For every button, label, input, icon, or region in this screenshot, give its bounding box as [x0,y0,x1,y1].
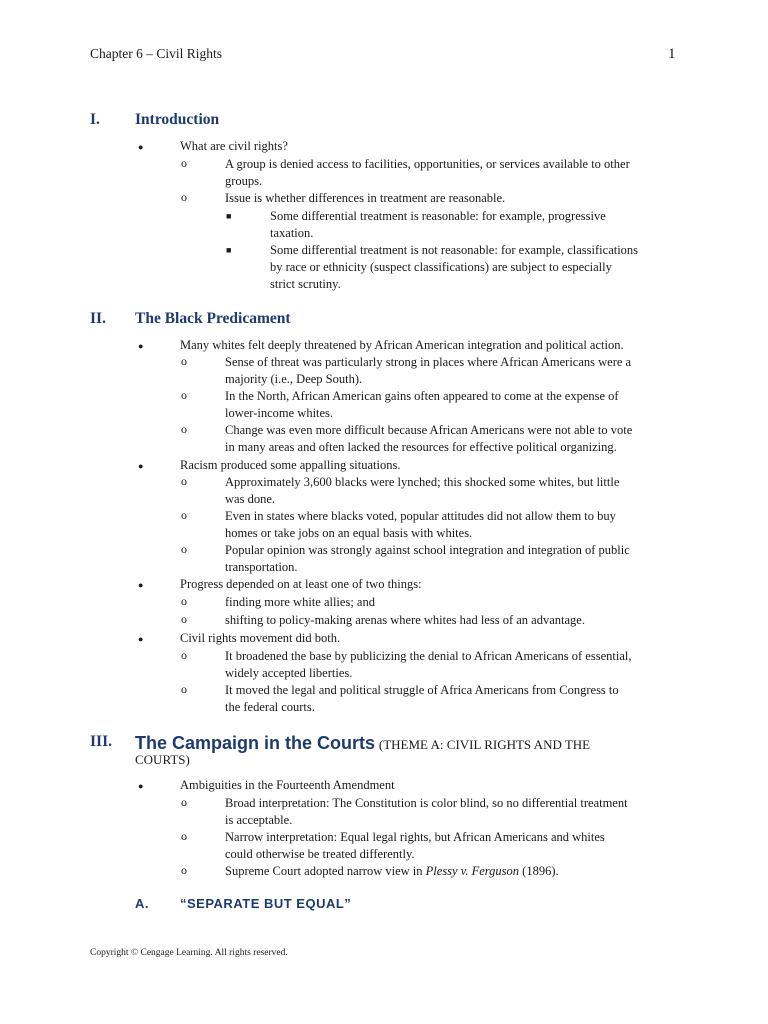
list-item: Some differential treatment is not reasonable: for example, classifications [270,243,639,257]
case-prefix: Supreme Court adopted narrow view in [225,864,426,878]
page-number: 1 [668,46,676,62]
circle-bullet-icon: o [181,422,187,436]
theme-note: (THEME A: CIVIL RIGHTS AND THE [378,737,591,752]
list-item: Sense of threat was particularly strong in places where African Americans were a [225,355,632,369]
section-number: III. [90,733,112,750]
list-item: Narrow interpretation: Equal legal rights, but African Americans and whites [225,830,605,844]
circle-bullet-icon: o [181,682,187,696]
list-item-continued: strict scrutiny. [270,277,341,291]
circle-bullet-icon: o [181,156,187,170]
list-item-continued: was done. [225,492,275,506]
list-item: Racism produced some appalling situations. [180,458,401,472]
section-number: II. [90,310,106,327]
theme-note-continued: COURTS) [135,752,190,767]
circle-bullet-icon: o [181,594,187,608]
bullet-icon: ● [138,461,144,471]
bullet-icon: ● [138,341,144,351]
list-item [225,863,559,880]
list-item: Popular opinion was strongly against school integration and integration of public [225,543,630,557]
circle-bullet-icon: o [181,863,187,877]
circle-bullet-icon: o [181,354,187,368]
list-item-continued: groups. [225,174,263,188]
list-item-continued: could otherwise be treated differently. [225,847,415,861]
list-item: It broadened the base by publicizing the denial to African Americans of essential, [225,649,632,663]
case-name: Plessy v. Ferguson [425,864,520,878]
bullet-icon: ● [138,142,144,152]
circle-bullet-icon: o [181,474,187,488]
list-item: Many whites felt deeply threatened by African American integration and political action. [180,338,624,352]
list-item-continued: homes or take jobs on an equal basis with whites. [225,526,473,540]
list-item-continued: the federal courts. [225,700,315,714]
section-number: I. [90,111,100,128]
list-item: Some differential treatment is reasonable: for example, progressive [270,209,606,223]
subsection-letter: A. [135,896,149,911]
list-item: Broad interpretation: The Constitution is color blind, so no differential treatment [225,796,628,810]
circle-bullet-icon: o [181,829,187,843]
circle-bullet-icon: o [181,648,187,662]
section-title-wrap [135,733,590,754]
list-item: Progress depended on at least one of two things: [180,577,422,591]
list-item: It moved the legal and political struggle of Africa Americans from Congress to [225,683,619,697]
circle-bullet-icon: o [181,542,187,556]
list-item: In the North, African American gains often appeared to come at the expense of [225,389,619,403]
list-item-continued: is acceptable. [225,813,293,827]
list-item: What are civil rights? [180,139,288,153]
list-item: A group is denied access to facilities, opportunities, or services available to other [225,157,630,171]
list-item-continued: widely accepted liberties. [225,666,353,680]
subsection-heading-separate-but-equal [135,896,352,911]
list-item: shifting to policy-making arenas where whites had less of an advantage. [225,613,585,627]
circle-bullet-icon: o [181,388,187,402]
square-bullet-icon: ■ [226,245,232,255]
list-item: Ambiguities in the Fourteenth Amendment [180,778,395,792]
section-title: The Campaign in the Courts [135,733,376,753]
list-item-continued: lower-income whites. [225,406,334,420]
list-item: Issue is whether differences in treatment are reasonable. [225,191,506,205]
list-item: Approximately 3,600 blacks were lynched; this shocked some whites, but little [225,475,620,489]
circle-bullet-icon: o [181,190,187,204]
bullet-icon: ● [138,634,144,644]
list-item-continued: in many areas and often lacked the resources for effective political organizing. [225,440,617,454]
list-item: finding more white allies; and [225,595,375,609]
list-item-continued: by race or ethnicity (suspect classifications) are subject to especially [270,260,612,274]
list-item: Civil rights movement did both. [180,631,341,645]
header-title: Chapter 6 – Civil Rights [90,46,223,61]
section-title: Introduction [135,111,220,128]
list-item: Change was even more difficult because African Americans were not able to vote [225,423,633,437]
list-item: Even in states where blacks voted, popular attitudes did not allow them to buy [225,509,616,523]
square-bullet-icon: ■ [226,211,232,221]
case-suffix: (1896). [519,864,559,878]
circle-bullet-icon: o [181,508,187,522]
list-item-continued: majority (i.e., Deep South). [225,372,363,386]
subsection-title: “SEPARATE BUT EQUAL” [180,896,352,911]
list-item-continued: taxation. [270,226,314,240]
list-item-continued: transportation. [225,560,298,574]
circle-bullet-icon: o [181,612,187,626]
circle-bullet-icon: o [181,795,187,809]
section-title: The Black Predicament [135,310,291,327]
bullet-icon: ● [138,781,144,791]
bullet-icon: ● [138,580,144,590]
copyright-footer: Copyright © Cengage Learning. All rights reserved. [90,948,288,958]
